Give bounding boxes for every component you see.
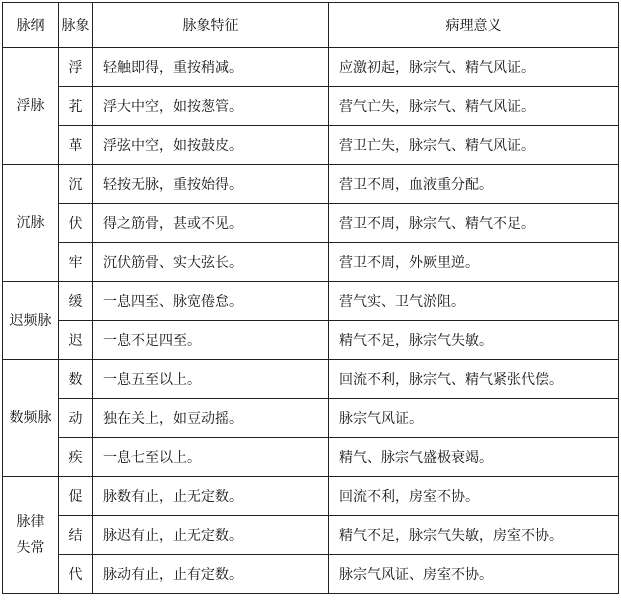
pulse-feature: 沉伏筋骨、实大弦长。 [93,243,329,282]
pathology-meaning: 营卫亡失，脉宗气、精气风证。 [329,126,619,165]
pathology-meaning: 回流不利，脉宗气、精气紧张代偿。 [329,360,619,399]
pathology-meaning: 精气不足，脉宗气失敏。 [329,321,619,360]
pulse-name: 芤 [59,87,93,126]
group-label: 沉脉 [3,165,59,282]
table-row [3,126,619,165]
table-row [3,87,619,126]
pulse-name: 伏 [59,204,93,243]
table-row [3,165,619,204]
header-pulse-type: 脉象 [59,3,93,48]
pathology-meaning: 营卫不周，血液重分配。 [329,165,619,204]
table-row [3,399,619,438]
table-row [3,516,619,555]
table-body [3,48,619,594]
pulse-name: 牢 [59,243,93,282]
pulse-name: 促 [59,477,93,516]
pulse-name: 数 [59,360,93,399]
group-label: 数频脉 [3,360,59,477]
pathology-meaning: 脉宗气风证、房室不协。 [329,555,619,594]
pulse-name: 缓 [59,282,93,321]
pulse-feature: 浮大中空，如按葱管。 [93,87,329,126]
pathology-meaning: 应激初起，脉宗气、精气风证。 [329,48,619,87]
pathology-meaning: 精气、脉宗气盛极衰竭。 [329,438,619,477]
group-label: 迟频脉 [3,282,59,360]
pulse-name: 结 [59,516,93,555]
pulse-feature: 脉迟有止，止无定数。 [93,516,329,555]
pulse-table [2,2,619,594]
header-pulse-category: 脉纲 [3,3,59,48]
pathology-meaning: 营卫不周，外厥里逆。 [329,243,619,282]
pulse-feature: 轻按无脉，重按始得。 [93,165,329,204]
table-row [3,204,619,243]
group-label [3,477,59,594]
pulse-feature: 轻触即得，重按稍减。 [93,48,329,87]
pulse-feature: 一息七至以上。 [93,438,329,477]
table-row [3,477,619,516]
pulse-feature: 脉动有止，止有定数。 [93,555,329,594]
group-label: 浮脉 [3,48,59,165]
header-pathology-meaning: 病理意义 [329,3,619,48]
pathology-meaning: 回流不利，房室不协。 [329,477,619,516]
pulse-feature: 一息不足四至。 [93,321,329,360]
pulse-feature: 得之筋骨，甚或不见。 [93,204,329,243]
pathology-meaning: 营气实、卫气淤阻。 [329,282,619,321]
pulse-name: 革 [59,126,93,165]
group-label-line: 脉律 [16,514,45,530]
pathology-meaning: 精气不足，脉宗气失敏，房室不协。 [329,516,619,555]
table-row [3,243,619,282]
pathology-meaning: 脉宗气风证。 [329,399,619,438]
table-row [3,48,619,87]
table-row [3,438,619,477]
pulse-name: 动 [59,399,93,438]
pulse-feature: 独在关上，如豆动摇。 [93,399,329,438]
table-row [3,282,619,321]
pulse-feature: 浮弦中空，如按鼓皮。 [93,126,329,165]
pulse-feature: 一息五至以上。 [93,360,329,399]
header-pulse-feature: 脉象特征 [93,3,329,48]
pulse-name: 沉 [59,165,93,204]
pathology-meaning: 营气亡失，脉宗气、精气风证。 [329,87,619,126]
table-row [3,555,619,594]
pulse-name: 代 [59,555,93,594]
pulse-name: 疾 [59,438,93,477]
pathology-meaning: 营卫不周，脉宗气、精气不足。 [329,204,619,243]
table-row [3,360,619,399]
group-label-line: 失常 [16,540,45,556]
pulse-feature: 脉数有止，止无定数。 [93,477,329,516]
pulse-feature: 一息四至、脉宽倦怠。 [93,282,329,321]
pulse-name: 迟 [59,321,93,360]
table-row [3,321,619,360]
header-row [3,3,619,48]
pulse-name: 浮 [59,48,93,87]
